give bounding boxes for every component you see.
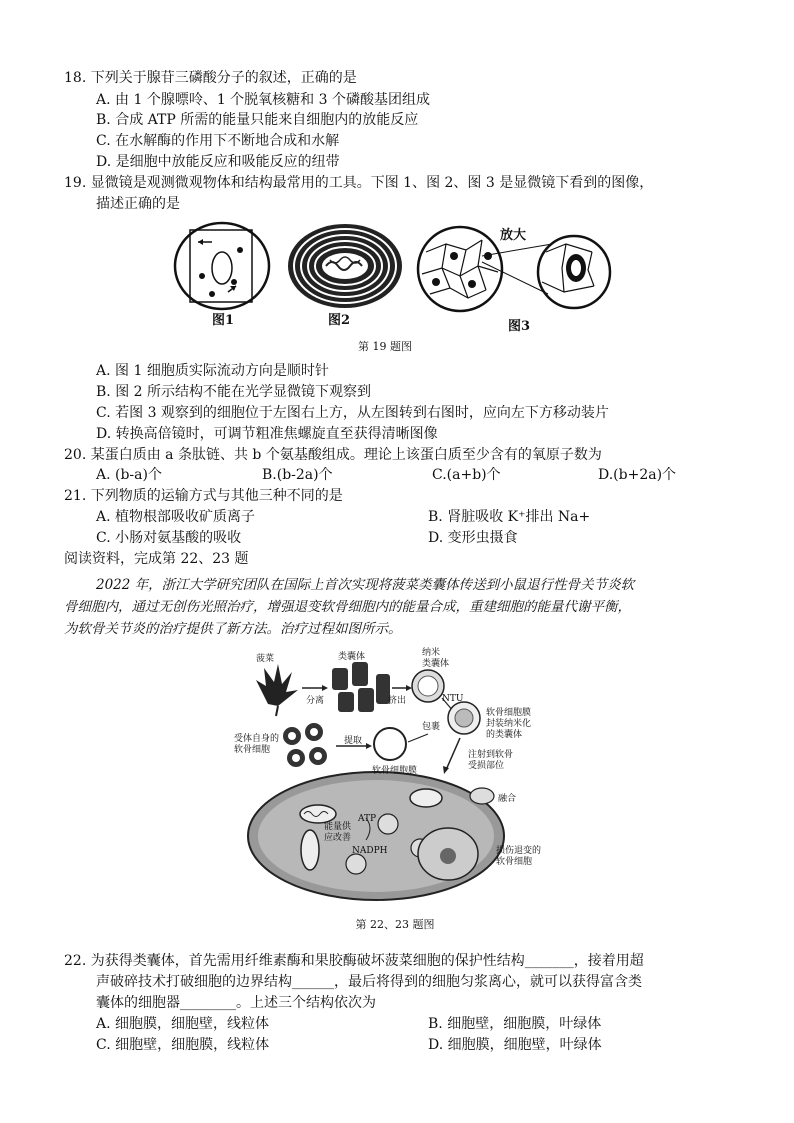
- label-thylakoid: 类囊体: [338, 652, 366, 662]
- q18-option-a: A. 由 1 个腺嘌呤、1 个脱氧核糖和 3 个磷酸基团组成: [96, 92, 430, 108]
- q18-stem: 18. 下列关于腺苷三磷酸分子的叙述，正确的是: [64, 70, 357, 86]
- q20-option-b: B.(b-2a)个: [262, 467, 333, 483]
- q19-option-b: B. 图 2 所示结构不能在光学显微镜下观察到: [96, 384, 371, 400]
- label-chondrocyte-membrane: 软骨细胞膜: [372, 766, 418, 776]
- q22-option-a: A. 细胞膜，细胞壁，线粒体: [96, 1016, 270, 1032]
- q22-stem-line3: 囊体的细胞器________。上述三个结构依次为: [96, 995, 376, 1011]
- figure-2-chloroplast: [286, 222, 404, 310]
- figure-1-label: 图1: [212, 313, 235, 328]
- label-extrude: 挤出: [388, 696, 407, 706]
- label-damaged-cell: 损伤退变的 软骨细胞: [496, 846, 542, 867]
- label-inject: 注射到软骨 受损部位: [468, 750, 514, 771]
- q20-option-d: D.(b+2a)个: [598, 467, 677, 483]
- q21-stem: 21. 下列物质的运输方式与其他三种不同的是: [64, 488, 343, 504]
- q20-option-c: C.(a+b)个: [432, 467, 501, 483]
- q18-option-c: C. 在水解酶的作用下不断地合成和水解: [96, 133, 340, 149]
- label-wrap: 包裹: [422, 722, 441, 732]
- reading-title: 阅读资料，完成第 22、23 题: [64, 551, 249, 567]
- q19-stem-line1: 19. 显微镜是观测微观物体和结构最常用的工具。下图 1、图 2、图 3 是显微镜下看到的图像，: [64, 175, 654, 191]
- label-atp: ATP: [358, 814, 377, 824]
- label-recipient-cells: 受体自身的 软骨细胞: [234, 734, 280, 755]
- thylakoid-treatment-diagram: [232, 646, 562, 912]
- q20-stem: 20. 某蛋白质由 a 条肽链、共 b 个氨基酸组成。理论上该蛋白质至少含有的氧原子数为: [64, 447, 602, 463]
- label-membrane-nano: 软骨细胞膜 封装纳米化 的类囊体: [486, 708, 532, 740]
- reading-line-1: 2022 年，浙江大学研究团队在国际上首次实现将菠菜类囊体传送到小鼠退行性骨关节炎软: [96, 577, 635, 593]
- q20-option-a: A. (b-a)个: [96, 467, 162, 483]
- q21-option-b: B. 肾脏吸收 K⁺排出 Na+: [428, 509, 591, 525]
- q19-option-a: A. 图 1 细胞质实际流动方向是顺时针: [96, 363, 329, 379]
- figure-1-cell: [172, 220, 272, 312]
- reading-line-2: 骨细胞内，通过无创伤光照治疗，增强退变软骨细胞内的能量合成，重建细胞的能量代谢平衡，: [64, 599, 631, 615]
- label-nano-thylakoid: 纳米 类囊体: [422, 648, 450, 669]
- q22-option-c: C. 细胞壁，细胞膜，线粒体: [96, 1037, 270, 1053]
- figure-3-label: 图3: [508, 319, 531, 334]
- label-energy-improved: 能量供 应改善: [324, 822, 352, 843]
- q19-option-c: C. 若图 3 观察到的细胞位于左图右上方，从左图转到右图时，应向左下方移动装片: [96, 405, 609, 421]
- q18-option-d: D. 是细胞中放能反应和吸能反应的纽带: [96, 154, 340, 170]
- q21-option-d: D. 变形虫摄食: [428, 530, 518, 546]
- figure-3-zoom-label: 放大: [500, 228, 527, 243]
- q19-option-d: D. 转换高倍镜时，可调节粗准焦螺旋直至获得清晰图像: [96, 426, 438, 442]
- q21-option-c: C. 小肠对氨基酸的吸收: [96, 530, 242, 546]
- q18-option-b: B. 合成 ATP 所需的能量只能来自细胞内的放能反应: [96, 112, 419, 128]
- q22-stem-line2: 声破碎技术打破细胞的边界结构______，最后将得到的细胞匀浆离心，就可以获得富含类: [96, 974, 642, 990]
- q22-option-d: D. 细胞膜，细胞壁，叶绿体: [428, 1037, 602, 1053]
- label-separate: 分离: [306, 696, 325, 706]
- label-nadph: NADPH: [352, 846, 388, 856]
- reading-line-3: 为软骨关节炎的治疗提供了新方法。治疗过程如图所示。: [64, 621, 402, 637]
- label-ntu: NTU: [442, 694, 464, 704]
- q22-option-b: B. 细胞壁，细胞膜，叶绿体: [428, 1016, 602, 1032]
- q19-stem-line2: 描述正确的是: [96, 196, 180, 212]
- label-fuse: 融合: [498, 794, 517, 804]
- reading-caption: 第 22、23 题图: [355, 918, 435, 931]
- q19-caption: 第 19 题图: [358, 340, 412, 353]
- label-extract: 提取: [344, 736, 363, 746]
- label-spinach: 菠菜: [256, 654, 275, 664]
- figure-2-label: 图2: [328, 313, 351, 328]
- q21-option-a: A. 植物根部吸收矿质离子: [96, 509, 256, 525]
- q22-stem-line1: 22. 为获得类囊体，首先需用纤维素酶和果胶酶破坏菠菜细胞的保护性结构_______，接着用超: [64, 953, 644, 969]
